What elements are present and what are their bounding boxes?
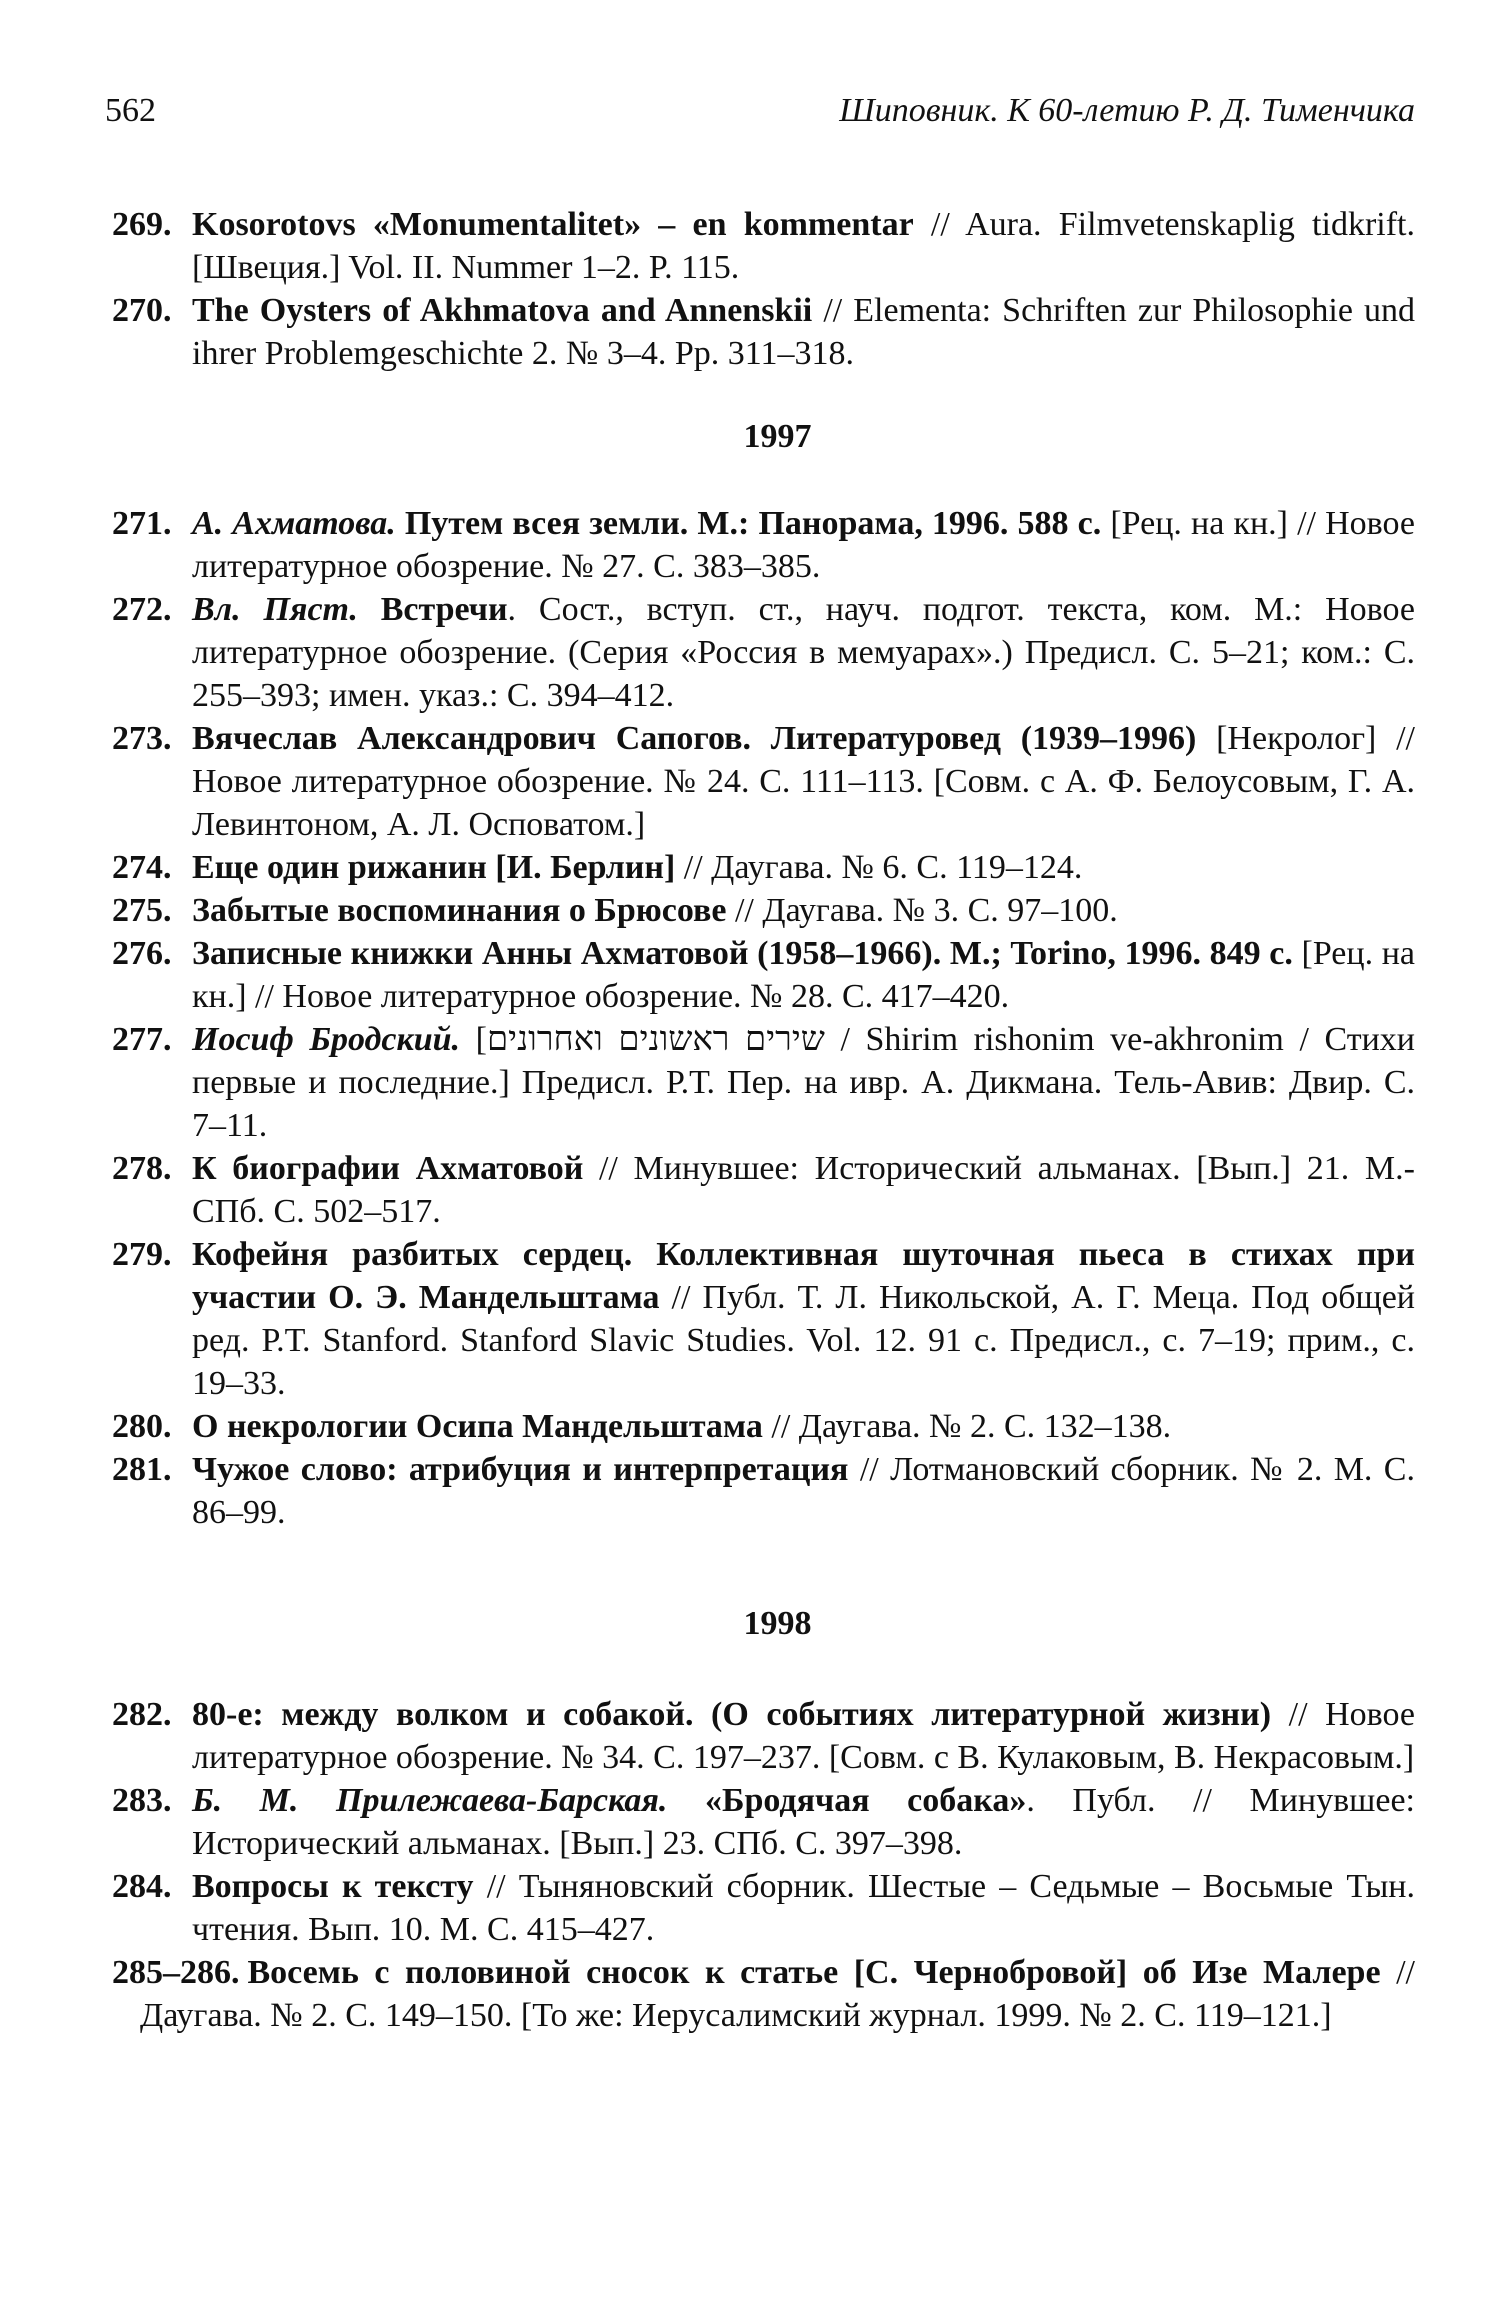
entry-number: 276.: [112, 935, 172, 972]
entry-details: // Тыняновский сборник. Шестые – Седьмые – Восьмые Тын. чтения. Вып. 10. М. С. 415–427.: [192, 1868, 1415, 1948]
entry-number: 282.: [112, 1696, 172, 1733]
entry-details: // Даугава. № 2. С. 132–138.: [762, 1408, 1172, 1445]
entry-details: // Минувшее: Исторический альманах. [Вып.] 21. М.-СПб. С. 502–517.: [192, 1150, 1415, 1230]
bibliography-entry: [112, 717, 1416, 846]
bibliography-entry: [112, 588, 1415, 717]
hebrew-title: שירים ראשונים ואחרונים: [486, 1021, 825, 1058]
entry-title: Еще один рижанин [И. Берлин]: [192, 849, 676, 886]
entry-title: The Oysters of Akhmatova and Annenskii: [192, 292, 813, 329]
bibliography-entry: [112, 1693, 1415, 1779]
bibliography-list: [112, 203, 1416, 2037]
entry-title: Записные книжки Анны Ахматовой (1958–1966). М.; Torino, 1996. 849 с.: [192, 935, 1293, 972]
entry-number: 275.: [112, 892, 172, 929]
entry-number: 279.: [112, 1236, 172, 1273]
entry-number: 284.: [112, 1868, 172, 1905]
bibliography-entry: [112, 889, 1415, 932]
entry-title: О некрологии Осипа Мандельштама: [192, 1408, 763, 1445]
entry-title: Кофейня разбитых сердец. Коллективная шуточная пьеса в стихах при участии О. Э. Мандельштама: [192, 1236, 1415, 1316]
year-heading: 1998: [743, 1605, 812, 1642]
entry-title: К биографии Ахматовой: [192, 1150, 584, 1187]
entry-details: [Рец. на кн.] // Новое литературное обозрение. № 27. С. 383–385.: [192, 505, 1415, 585]
running-title: Шиповник. К 60-летию Р. Д. Тименчика: [839, 92, 1415, 129]
year-heading: 1997: [743, 418, 812, 455]
entry-title: Вячеслав Александрович Сапогов. Литературовед (1939–1996): [192, 720, 1197, 757]
entry-details: // Даугава. № 6. С. 119–124.: [675, 849, 1083, 886]
entry-title: А. Ахматова.: [192, 505, 396, 542]
bibliography-entry: [112, 1147, 1415, 1233]
entry-number: 269.: [112, 206, 172, 243]
bibliography-entry: [112, 1779, 1415, 1865]
entry-details: // Даугава. № 3. С. 97–100.: [726, 892, 1118, 929]
entry-number: 272.: [112, 591, 172, 628]
entry-title: 80-е: между волком и собакой. (О событиях литературной жизни): [192, 1696, 1272, 1733]
entry-details: // Лотмановский сборник. № 2. М. С. 86–99.: [192, 1451, 1415, 1531]
entry-number: 278.: [112, 1150, 172, 1187]
entry-title: Б. М. Прилежаева-Барская.: [192, 1782, 668, 1819]
entry-details: [Некролог] // Новое литературное обозрение. № 24. С. 111–113. [Совм. с А. Ф. Белоусовым, Г. А. Левинтоном, А. Л. Осповатом.]: [192, 720, 1416, 843]
bibliography-entry: [112, 203, 1415, 289]
entry-title: Вл. Пяст.: [192, 591, 358, 628]
bibliography-entry: [112, 846, 1415, 889]
entry-details: // Новое литературное обозрение. № 34. С. 197–237. [Совм. с В. Кулаковым, В. Некрасовым.]: [192, 1696, 1415, 1776]
bibliography-entry: [112, 1018, 1415, 1147]
bibliography-entry: [112, 1951, 1415, 2037]
entry-details: // Elementa: Schriften zur Philosophie und ihrer Problemgeschichte 2. № 3–4. Pp. 311–318.: [192, 292, 1415, 372]
bibliography-entry: [112, 932, 1415, 1018]
bibliography-entry: [112, 1448, 1415, 1534]
bibliography-entry: [112, 1233, 1415, 1405]
entry-number: 285–286.: [112, 1954, 240, 1991]
entry-number: 283.: [112, 1782, 172, 1819]
entry-details: [Рец. на кн.] // Новое литературное обозрение. № 28. С. 417–420.: [192, 935, 1415, 1015]
bibliography-entry: [112, 1405, 1415, 1448]
entry-details: // Даугава. № 2. С. 149–150. [То же: Иерусалимский журнал. 1999. № 2. С. 119–121.]: [140, 1954, 1415, 2034]
bibliography-entry: [112, 289, 1415, 375]
entry-number: 277.: [112, 1021, 172, 1058]
entry-details: . Публ. // Минувшее: Исторический альманах. [Вып.] 23. СПб. С. 397–398.: [192, 1782, 1415, 1862]
page-number: 562: [105, 92, 156, 129]
entry-number: 280.: [112, 1408, 172, 1445]
entry-title: Вопросы к тексту: [192, 1868, 474, 1905]
bibliography-entry: [112, 1865, 1415, 1951]
entry-title: «Бродячая собака»: [667, 1782, 1027, 1819]
entry-title: Чужое слово: атрибуция и интерпретация: [192, 1451, 849, 1488]
entry-number: 273.: [112, 720, 172, 757]
entry-details: [: [460, 1021, 487, 1058]
entry-details: / Shirim rishonim ve-akhronim / Стихи первые и последние.] Предисл. Р.Т. Пер. на ивр. А. Дикмана. Тель-Авив: Двир. С. 7–11.: [192, 1021, 1415, 1144]
bibliography-entry: [112, 502, 1415, 588]
entry-number: 270.: [112, 292, 172, 329]
entry-number: 271.: [112, 505, 172, 542]
entry-title: Иосиф Бродский.: [192, 1021, 461, 1058]
entry-details: // Публ. Т. Л. Никольской, А. Г. Меца. Под общей ред. Р.Т. Stanford. Stanford Slavic Studies. Vol. 12. 91 с. Предисл., с. 7–19; прим., с. 19–33.: [192, 1279, 1415, 1402]
page-header: [105, 92, 1415, 142]
entry-title: Kosorotovs «Monumentalitet» – en kommentar: [192, 206, 914, 243]
entry-details: . Сост., вступ. ст., науч. подгот. текста, ком. М.: Новое литературное обозрение. (Серия «Россия в мемуарах».) Предисл. С. 5–21; ком.: С. 255–393; имен. указ.: С. 394–412.: [192, 591, 1415, 714]
entry-title: Восемь с половиной сносок к статье [С. Чернобровой] об Изе Малере: [247, 1954, 1381, 1991]
entry-title: Забытые воспоминания о Брюсове: [192, 892, 727, 929]
entry-number: 281.: [112, 1451, 172, 1488]
entry-title: Путем всея земли. М.: Панорама, 1996. 588 с.: [395, 505, 1102, 542]
entry-title: Встречи: [357, 591, 508, 628]
entry-details: // Aura. Filmvetenskaplig tidkrift. [Швеция.] Vol. II. Nummer 1–2. P. 115.: [192, 206, 1415, 286]
entry-number: 274.: [112, 849, 172, 886]
